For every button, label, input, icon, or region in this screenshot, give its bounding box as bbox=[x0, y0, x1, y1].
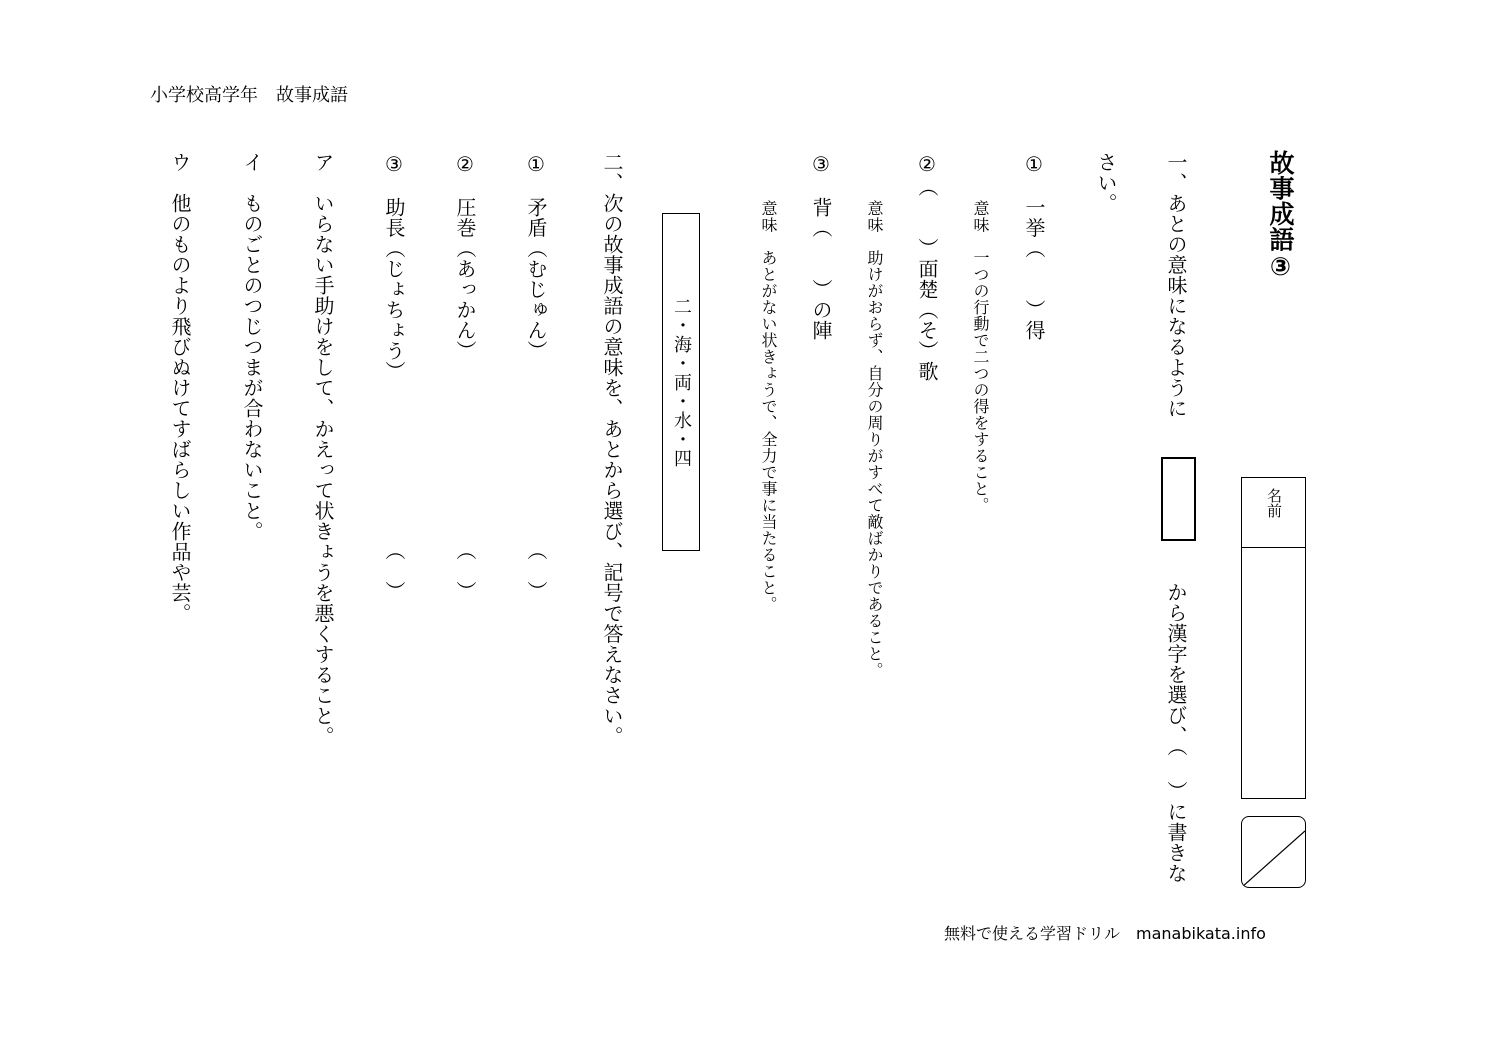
worksheet-title: 故事成語③ bbox=[1266, 150, 1295, 282]
section1-instruction-part3: さい。 bbox=[1094, 152, 1118, 214]
section1-question-3: ③ 背（ ）の陣 bbox=[809, 152, 833, 341]
section2-question-2: ② 圧巻（あっかん） bbox=[453, 152, 477, 361]
instruction-blank-box bbox=[1161, 457, 1196, 541]
word-choice-box: 二・海・両・水・四 bbox=[662, 213, 700, 551]
section1-meaning-1: 意味 一つの行動で二つの得をすること。 bbox=[971, 200, 990, 514]
section2-question-3: ③ 助長（じょちょう） bbox=[382, 152, 406, 382]
section2-instruction: 二、次の故事成語の意味を、あとから選び、記号で答えなさい。 bbox=[600, 152, 624, 747]
name-label-cell bbox=[1242, 478, 1305, 548]
section2-choice-u: ウ 他のものより飛びぬけてすばらしい作品や芸。 bbox=[168, 152, 192, 624]
score-divider-line bbox=[1242, 817, 1305, 887]
section2-question-1: ① 矛盾（むじゅん） bbox=[524, 152, 548, 361]
section1-question-1: ① 一挙（ ）得 bbox=[1022, 152, 1046, 341]
score-box[interactable] bbox=[1241, 816, 1306, 888]
worksheet-header: 小学校高学年 故事成語 bbox=[150, 85, 348, 106]
name-field[interactable] bbox=[1241, 477, 1306, 799]
section2-choice-a: ア いらない手助けをして、かえって状きょうを悪くすること。 bbox=[311, 152, 335, 747]
name-label: 名前 bbox=[1265, 488, 1283, 518]
section2-answer-1[interactable]: （ ） bbox=[524, 540, 548, 602]
section2-answer-3[interactable]: （ ） bbox=[382, 540, 406, 602]
section1-meaning-3: 意味 あとがない状きょうで、全力で事に当たること。 bbox=[759, 200, 778, 613]
section2-answer-2[interactable]: （ ） bbox=[453, 540, 477, 602]
section1-question-2: ②（ ）面楚（そ）歌 bbox=[915, 152, 939, 382]
section1-meaning-2: 意味 助けがおらず、自分の周りがすべて敵ばかりであること。 bbox=[865, 200, 884, 679]
section1-instruction-part2: から漢字を選び、（ ）に書きな bbox=[1164, 582, 1188, 884]
section2-choice-i: イ ものごとのつじつまが合わないこと。 bbox=[240, 152, 264, 542]
footer-credit: 無料で使える学習ドリル manabikata.info bbox=[944, 924, 1266, 943]
section1-instruction-part1: 一、あとの意味になるように bbox=[1164, 152, 1188, 419]
